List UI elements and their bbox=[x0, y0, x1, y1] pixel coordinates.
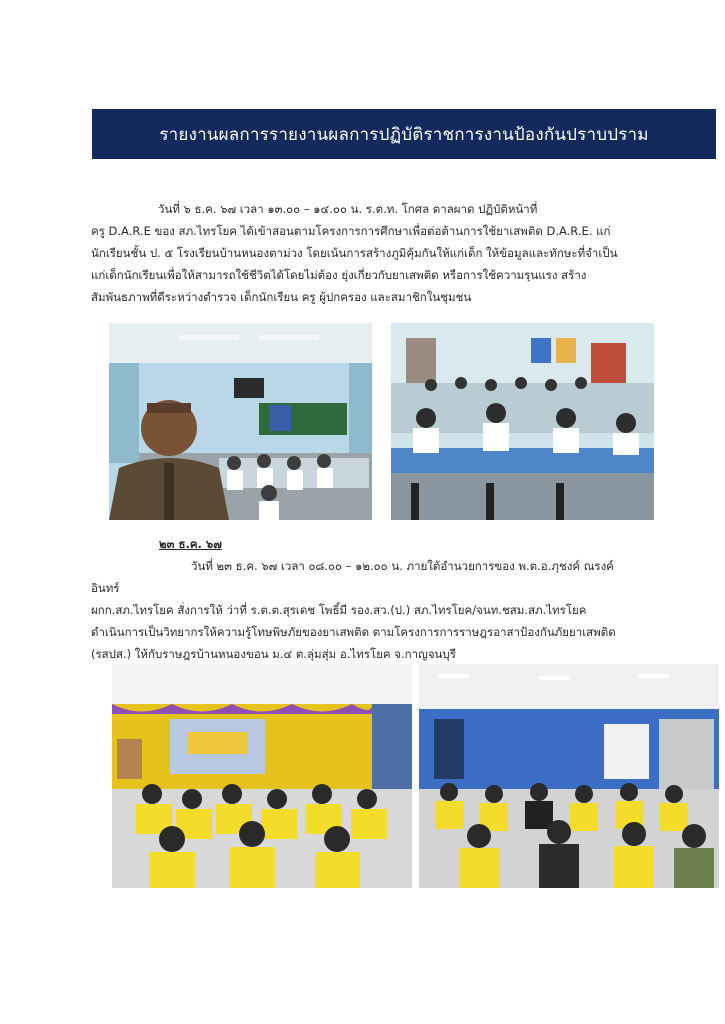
report1-line-4: แก่เด็กนักเรียนเพื่อให้สามารถใช้ชีวิตได้โดยไม่ต้อง ยุ่งเกี่ยวกับยาเสพติด หรือการใช้ความรุนแรง สร้าง bbox=[91, 268, 587, 282]
report2-line-3: ผกก.สภ.ไทรโยค สั่งการให้ ว่าที่ ร.ต.ต.สุรเดช โพธิ์มี รอง.สว.(ป.) สภ.ไทรโยค/จนท.ชสม.สภ.ไทรโยค bbox=[91, 603, 587, 617]
report2-line-4: ดำเนินการเป็นวิทยากรให้ความรู้โทษพิษภัยของยาเสพติด ตามโครงการการราษฎรอาสาป้องกันภัยยาเสพติด bbox=[91, 625, 616, 639]
report2-line-2: อินทร์ bbox=[91, 581, 120, 595]
report2-date-label: ๒๓ ธ.ค. ๖๗ bbox=[159, 537, 222, 551]
report1-line-3: นักเรียนชั้น ป. ๕ โรงเรียนบ้านหนองตาม่วง โดยเน้นการสร้างภูมิคุ้มกันให้แก่เด็ก ให้ข้อมูลและทักษะที่จำเป็น bbox=[91, 246, 618, 260]
report1-line-2: ครู D.A.R.E ของ สภ.ไทรโยค ได้เข้าสอนตามโครงการการศึกษาเพื่อต่อต้านการใช้ยาเสพติด D.A.R.E. แก่ bbox=[91, 224, 611, 238]
page-title: รายงานผลการรายงานผลการปฏิบัติราชการงานป้องกันปราบปราม bbox=[159, 124, 649, 145]
report1-line-5: สัมพันธภาพที่ดีระหว่างตำรวจ เด็กนักเรียน ครู ผู้ปกครอง และสมาชิกในชุมชน bbox=[91, 290, 472, 304]
report2-line-1: วันที่ ๒๓ ธ.ค. ๖๗ เวลา ๐๘.๐๐ – ๑๒.๐๐ น. ภายใต้อำนวยการของ พ.ต.อ.ภุชงค์ ณรงค์ bbox=[191, 559, 614, 573]
report2-line-5: (รสปส.) ให้กับราษฎรบ้านหนองขอน ม.๔ ต.ลุ่มสุ่ม อ.ไทรโยค จ.กาญจนบุรี bbox=[91, 647, 456, 661]
header-banner bbox=[92, 109, 716, 159]
photo-officer-classroom bbox=[109, 323, 372, 520]
photo-audience-blue-room bbox=[419, 664, 719, 888]
photo-villagers-hall bbox=[112, 664, 412, 888]
report1-line-1: วันที่ ๖ ธ.ค. ๖๗ เวลา ๑๓.๐๐ – ๑๔.๐๐ น. ร.ต.ท. โกศล ตาลผาด ปฏิบัติหน้าที่ bbox=[158, 202, 538, 216]
photo-students-writing bbox=[391, 323, 654, 520]
